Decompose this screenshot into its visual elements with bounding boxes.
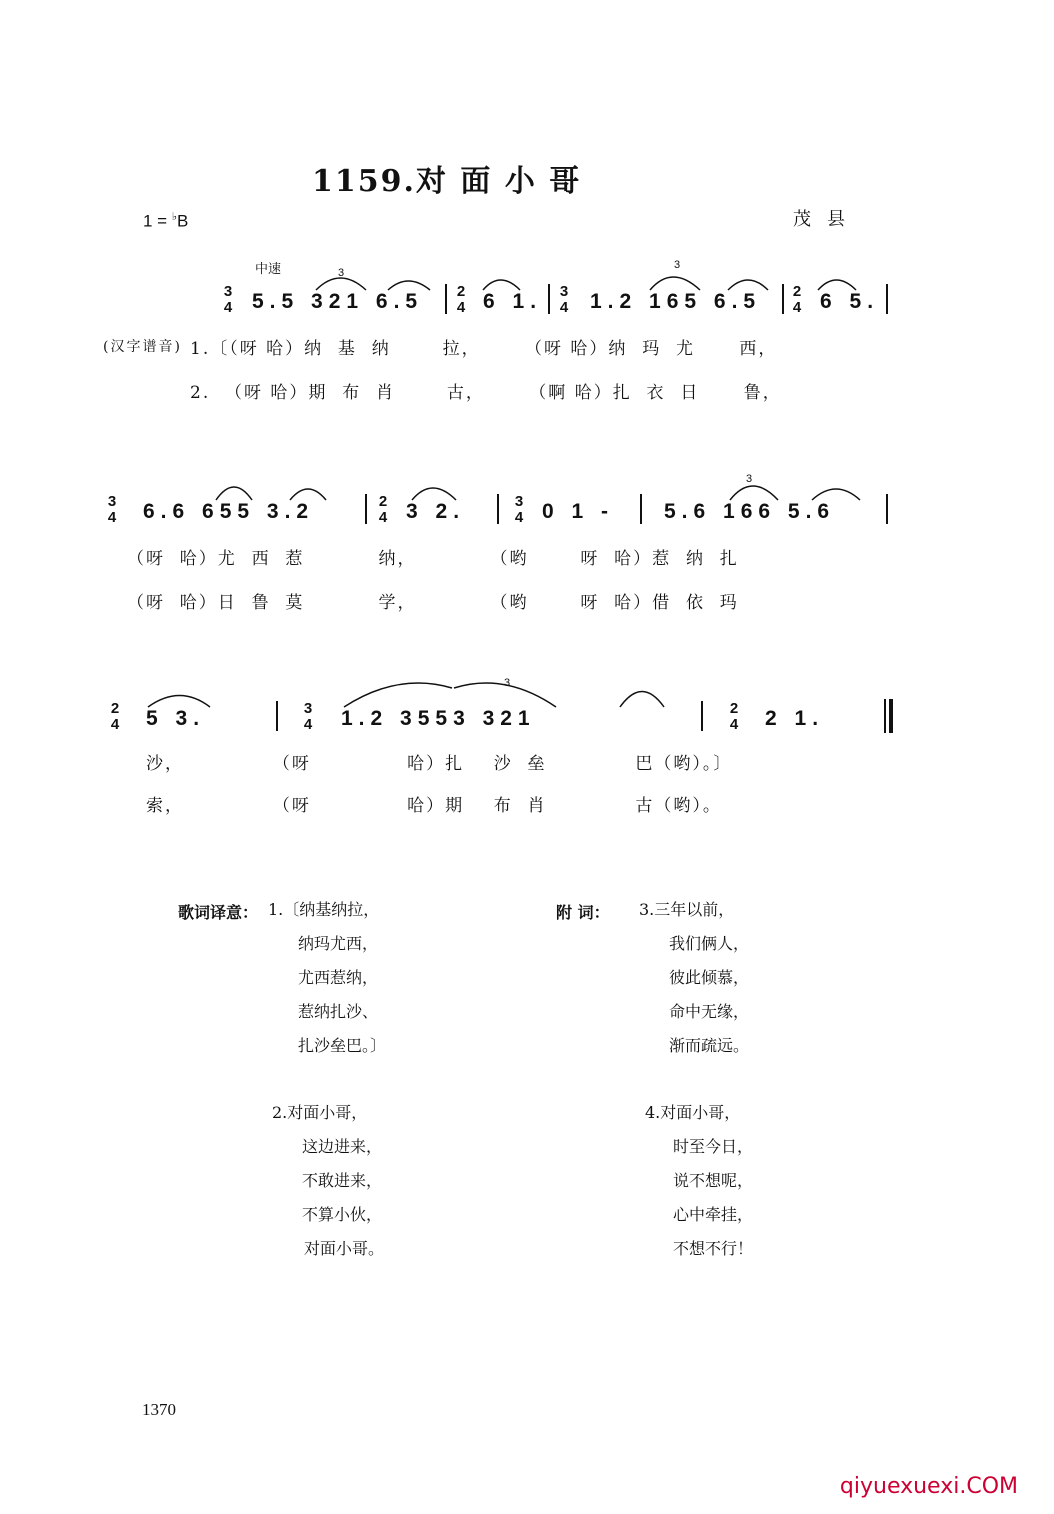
time-signature: 3 4 [223,283,233,316]
measure-notes: 2 1. [765,707,825,730]
time-signature: 3 4 [107,493,117,526]
measure-notes: 5.6 166 5.6 [664,500,836,523]
time-signature: 2 4 [110,700,120,733]
appendix-verse-3: 3.三年以前， 我们俩人， 彼此倾慕， 命中无缘， 渐而疏远。 [639,900,750,1055]
lyric-verse-1: 1.〔（呀 哈）纳 基 纳 拉， （呀 哈）纳 玛 尤 西， [190,339,778,359]
measure-notes: 6 5. [820,290,880,313]
time-signature: 2 4 [729,700,739,733]
appendix-label: 附 词： [556,903,610,922]
lyric-verse-2: 索， （呀 哈）期 布 肖 古（哟）。 [146,796,722,816]
measure-notes: 5 3. [146,707,206,730]
measure-notes: 1.2 165 6.5 [590,290,762,313]
time-signature: 3 4 [514,493,524,526]
time-signature: 2 4 [378,493,388,526]
svg-text:3: 3 [674,259,681,271]
key-signature: 1 = ♭B [143,211,189,231]
lyric-verse-2: 2. （呀 哈）期 布 肖 古， （啊 哈）扎 衣 日 鲁， [190,383,782,403]
svg-text:3: 3 [338,267,345,279]
measure-notes: 3 2. [406,500,466,523]
tempo-marking: 中速 [255,262,282,277]
appendix-verse-4: 4.对面小哥， 时至今日， 说不想呢， 心中牵挂， 不想不行！ [645,1103,754,1258]
svg-text:3: 3 [504,677,511,689]
region-label: 茂县 [793,209,861,230]
time-signature: 2 4 [792,283,802,316]
measure-notes: 0 1 - [542,500,615,523]
page-number: 1370 [142,1400,176,1419]
lyric-verse-2: （呀 哈）日 鲁 莫 学， （哟 呀 哈）借 依 玛 [127,593,739,613]
lyric-verse-1: （呀 哈）尤 西 惹 纳， （哟 呀 哈）惹 纳 扎 [127,549,739,569]
time-signature: 2 4 [456,283,466,316]
lyric-label: (汉字谱音) [103,339,182,355]
measure-notes: 6 1. [483,290,543,313]
measure-notes: 5.5 321 6.5 [252,290,424,313]
time-signature: 3 4 [303,700,313,733]
translation-verse-1: 1.〔纳基纳拉， 纳玛尤西， 尤西惹纳， 惹纳扎沙、 扎沙垒巴。〕 [268,900,387,1055]
svg-text:3: 3 [746,473,753,485]
translation-verse-2: 2.对面小哥， 这边进来， 不敢进来， 不算小伙， 对面小哥。 [272,1103,385,1258]
measure-notes: 6.6 655 3.2 [143,500,315,523]
lyric-verse-1: 沙， （呀 哈）扎 沙 垒 巴（哟）。〕 [146,754,733,774]
song-title: 1159.对 面 小 哥 [312,164,582,199]
measure-notes: 1.2 3553 321 [341,707,536,730]
watermark: qiyuexuexi.COM [839,1474,1018,1499]
time-signature: 3 4 [559,283,569,316]
translation-label: 歌词译意： [178,903,259,922]
